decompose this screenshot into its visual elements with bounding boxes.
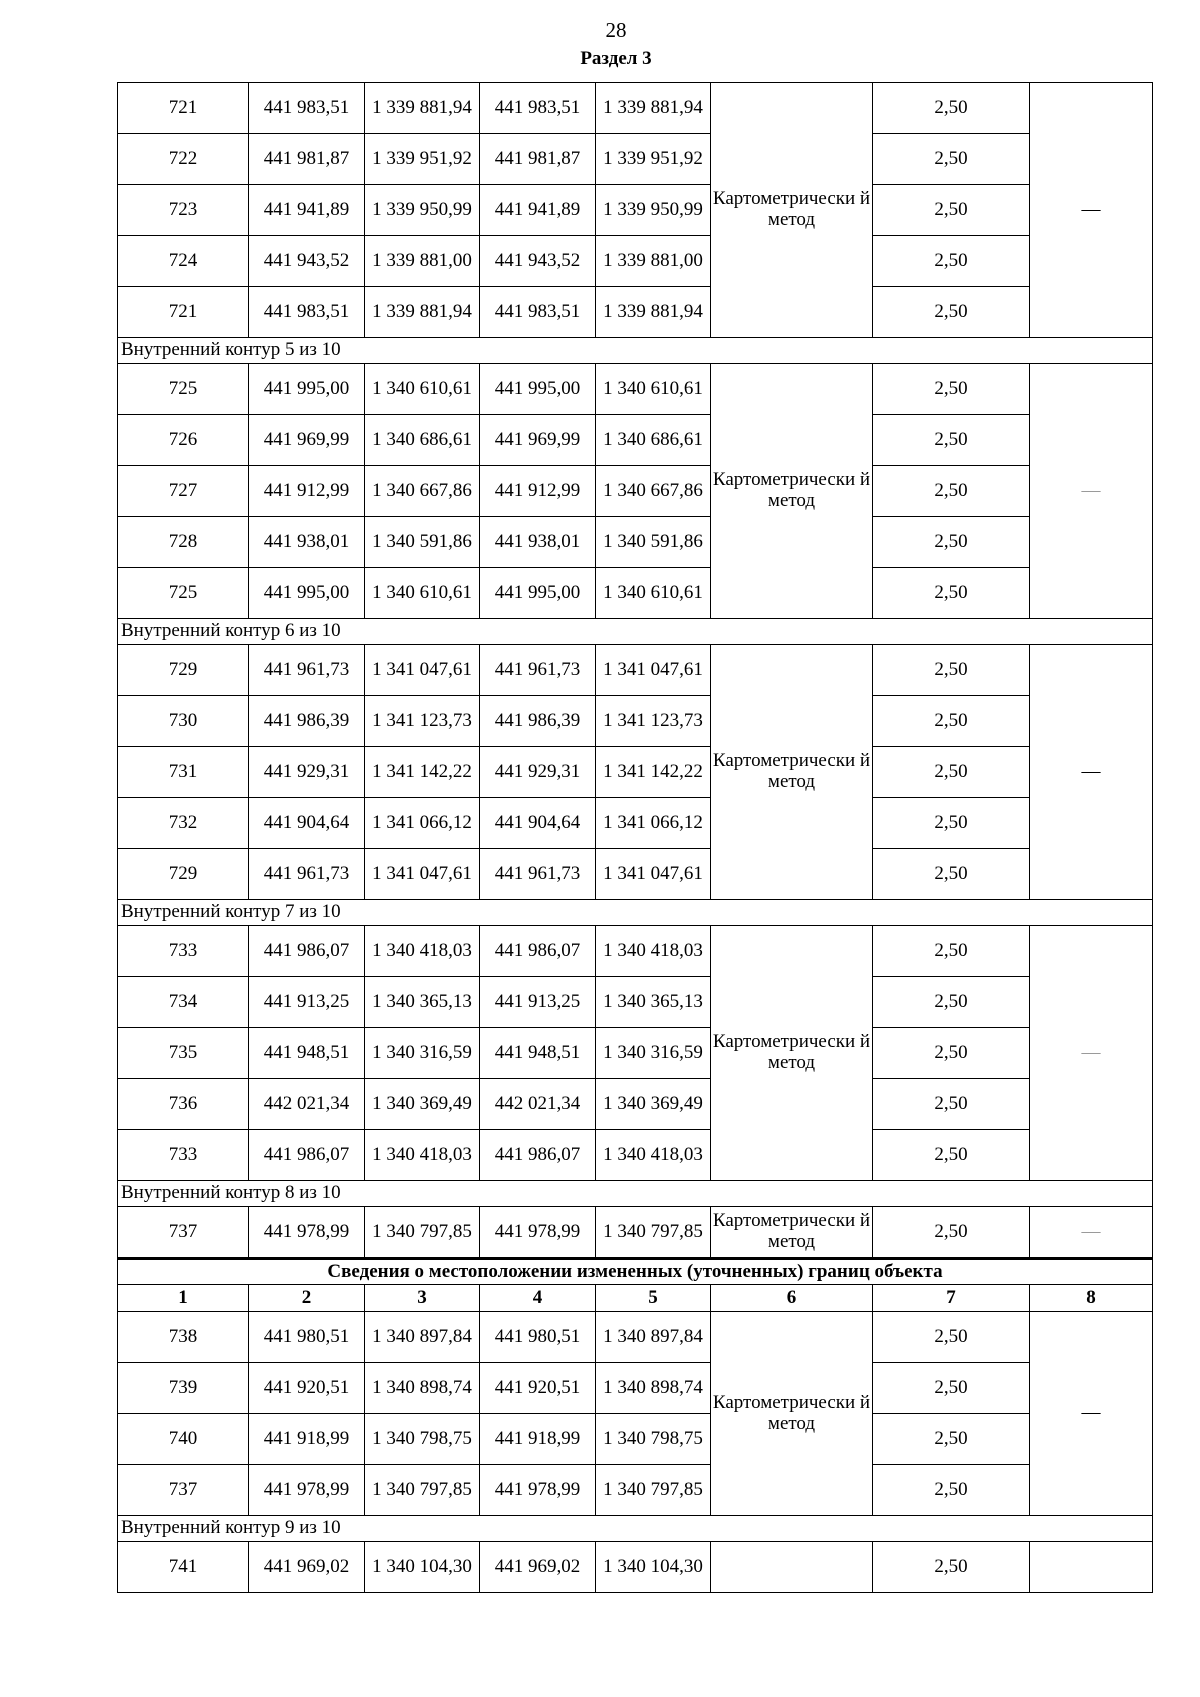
x-coordinate: 441 983,51 (249, 287, 365, 338)
contour-label: Внутренний контур 7 из 10 (118, 900, 1153, 926)
column-number: 6 (711, 1285, 873, 1312)
x-coordinate-new: 441 983,51 (480, 287, 596, 338)
point-number: 725 (118, 364, 249, 415)
x-coordinate-new: 441 948,51 (480, 1028, 596, 1079)
x-coordinate: 441 961,73 (249, 849, 365, 900)
point-row (118, 1465, 1153, 1516)
point-number: 725 (118, 568, 249, 619)
y-coordinate-new: 1 340 798,75 (596, 1414, 711, 1465)
x-coordinate-new: 441 912,99 (480, 466, 596, 517)
accuracy-value: 2,50 (873, 83, 1030, 134)
y-coordinate-new: 1 340 897,84 (596, 1312, 711, 1363)
y-coordinate: 1 340 686,61 (365, 415, 480, 466)
y-coordinate: 1 340 591,86 (365, 517, 480, 568)
point-number: 723 (118, 185, 249, 236)
y-coordinate: 1 339 950,99 (365, 185, 480, 236)
y-coordinate-new: 1 340 797,85 (596, 1465, 711, 1516)
y-coordinate-new: 1 340 686,61 (596, 415, 711, 466)
point-row (118, 236, 1153, 287)
x-coordinate: 441 986,39 (249, 696, 365, 747)
x-coordinate: 441 912,99 (249, 466, 365, 517)
column-number-row (118, 1285, 1153, 1312)
y-coordinate-new: 1 340 898,74 (596, 1363, 711, 1414)
x-coordinate-new: 441 929,31 (480, 747, 596, 798)
accuracy-value: 2,50 (873, 926, 1030, 977)
point-row (118, 1130, 1153, 1181)
point-number: 736 (118, 1079, 249, 1130)
contour-label: Внутренний контур 6 из 10 (118, 619, 1153, 645)
contour-label-row (118, 900, 1153, 926)
y-coordinate: 1 339 881,00 (365, 236, 480, 287)
column-number: 4 (480, 1285, 596, 1312)
x-coordinate-new: 441 969,02 (480, 1542, 596, 1593)
point-number: 721 (118, 287, 249, 338)
accuracy-value: 2,50 (873, 1207, 1030, 1259)
point-row (118, 1312, 1153, 1363)
x-coordinate: 441 943,52 (249, 236, 365, 287)
contour-label: Внутренний контур 9 из 10 (118, 1516, 1153, 1542)
point-number: 733 (118, 926, 249, 977)
y-coordinate-new: 1 340 365,13 (596, 977, 711, 1028)
contour-label-row (118, 1516, 1153, 1542)
y-coordinate: 1 340 365,13 (365, 977, 480, 1028)
y-coordinate-new: 1 339 881,00 (596, 236, 711, 287)
x-coordinate: 441 929,31 (249, 747, 365, 798)
info-title: Сведения о местоположении измененных (уточненных) границ объекта (118, 1259, 1153, 1285)
y-coordinate-new: 1 340 610,61 (596, 364, 711, 415)
note-cell: — (1030, 83, 1153, 338)
accuracy-value: 2,50 (873, 798, 1030, 849)
point-number: 730 (118, 696, 249, 747)
accuracy-value: 2,50 (873, 568, 1030, 619)
point-row (118, 849, 1153, 900)
y-coordinate-new: 1 340 418,03 (596, 926, 711, 977)
x-coordinate-new: 441 995,00 (480, 568, 596, 619)
method-cell: Картометрически й метод (711, 645, 873, 900)
x-coordinate: 441 978,99 (249, 1465, 365, 1516)
point-number: 731 (118, 747, 249, 798)
column-number: 2 (249, 1285, 365, 1312)
y-coordinate-new: 1 340 316,59 (596, 1028, 711, 1079)
accuracy-value: 2,50 (873, 1363, 1030, 1414)
point-row (118, 1207, 1153, 1259)
accuracy-value: 2,50 (873, 364, 1030, 415)
x-coordinate-new: 441 969,99 (480, 415, 596, 466)
point-row (118, 517, 1153, 568)
point-row (118, 1414, 1153, 1465)
x-coordinate: 441 904,64 (249, 798, 365, 849)
method-cell: Картометрически й метод (711, 364, 873, 619)
x-coordinate: 441 938,01 (249, 517, 365, 568)
y-coordinate-new: 1 340 418,03 (596, 1130, 711, 1181)
accuracy-value: 2,50 (873, 645, 1030, 696)
point-row (118, 1079, 1153, 1130)
point-row (118, 134, 1153, 185)
y-coordinate: 1 340 610,61 (365, 364, 480, 415)
x-coordinate-new: 441 986,07 (480, 1130, 596, 1181)
method-cell: Картометрически й метод (711, 1312, 873, 1516)
x-coordinate: 441 948,51 (249, 1028, 365, 1079)
y-coordinate: 1 339 881,94 (365, 83, 480, 134)
point-number: 727 (118, 466, 249, 517)
x-coordinate-new: 442 021,34 (480, 1079, 596, 1130)
y-coordinate-new: 1 340 610,61 (596, 568, 711, 619)
point-number: 722 (118, 134, 249, 185)
accuracy-value: 2,50 (873, 185, 1030, 236)
method-cell (711, 1542, 873, 1593)
y-coordinate-new: 1 339 950,99 (596, 185, 711, 236)
accuracy-value: 2,50 (873, 466, 1030, 517)
note-cell: — (1030, 1312, 1153, 1516)
y-coordinate: 1 340 369,49 (365, 1079, 480, 1130)
x-coordinate: 442 021,34 (249, 1079, 365, 1130)
accuracy-value: 2,50 (873, 1414, 1030, 1465)
accuracy-value: 2,50 (873, 1079, 1030, 1130)
point-row (118, 926, 1153, 977)
x-coordinate-new: 441 961,73 (480, 645, 596, 696)
y-coordinate: 1 340 418,03 (365, 1130, 480, 1181)
accuracy-value: 2,50 (873, 1542, 1030, 1593)
accuracy-value: 2,50 (873, 1312, 1030, 1363)
x-coordinate-new: 441 920,51 (480, 1363, 596, 1414)
x-coordinate: 441 961,73 (249, 645, 365, 696)
point-row (118, 696, 1153, 747)
point-number: 726 (118, 415, 249, 466)
y-coordinate-new: 1 341 123,73 (596, 696, 711, 747)
point-number: 721 (118, 83, 249, 134)
contour-label-row (118, 619, 1153, 645)
x-coordinate: 441 978,99 (249, 1207, 365, 1259)
point-row (118, 83, 1153, 134)
point-number: 729 (118, 849, 249, 900)
section-title: Раздел 3 (580, 48, 652, 69)
accuracy-value: 2,50 (873, 849, 1030, 900)
contour-label: Внутренний контур 5 из 10 (118, 338, 1153, 364)
x-coordinate-new: 441 938,01 (480, 517, 596, 568)
y-coordinate: 1 340 898,74 (365, 1363, 480, 1414)
method-cell: Картометрически й метод (711, 83, 873, 338)
y-coordinate: 1 341 066,12 (365, 798, 480, 849)
point-number: 737 (118, 1207, 249, 1259)
note-cell: — (1030, 364, 1153, 619)
point-row (118, 287, 1153, 338)
x-coordinate-new: 441 918,99 (480, 1414, 596, 1465)
x-coordinate-new: 441 986,07 (480, 926, 596, 977)
point-number: 739 (118, 1363, 249, 1414)
x-coordinate: 441 969,02 (249, 1542, 365, 1593)
contour-label: Внутренний контур 8 из 10 (118, 1181, 1153, 1207)
point-row (118, 1542, 1153, 1593)
accuracy-value: 2,50 (873, 415, 1030, 466)
x-coordinate: 441 918,99 (249, 1414, 365, 1465)
y-coordinate: 1 340 797,85 (365, 1207, 480, 1259)
page-number: 28 (605, 18, 627, 42)
point-number: 738 (118, 1312, 249, 1363)
y-coordinate-new: 1 341 142,22 (596, 747, 711, 798)
point-row (118, 645, 1153, 696)
method-cell: Картометрически й метод (711, 926, 873, 1181)
x-coordinate: 441 913,25 (249, 977, 365, 1028)
method-cell: Картометрически й метод (711, 1207, 873, 1259)
point-row (118, 1363, 1153, 1414)
point-row (118, 415, 1153, 466)
note-cell: — (1030, 926, 1153, 1181)
x-coordinate: 441 980,51 (249, 1312, 365, 1363)
y-coordinate-new: 1 340 667,86 (596, 466, 711, 517)
y-coordinate-new: 1 341 047,61 (596, 645, 711, 696)
point-number: 733 (118, 1130, 249, 1181)
point-number: 724 (118, 236, 249, 287)
point-row (118, 466, 1153, 517)
point-row (118, 568, 1153, 619)
column-number: 7 (873, 1285, 1030, 1312)
accuracy-value: 2,50 (873, 1028, 1030, 1079)
point-number: 732 (118, 798, 249, 849)
y-coordinate: 1 341 123,73 (365, 696, 480, 747)
column-number: 3 (365, 1285, 480, 1312)
x-coordinate: 441 969,99 (249, 415, 365, 466)
x-coordinate-new: 441 995,00 (480, 364, 596, 415)
point-number: 729 (118, 645, 249, 696)
accuracy-value: 2,50 (873, 236, 1030, 287)
note-cell: — (1030, 645, 1153, 900)
point-row (118, 185, 1153, 236)
y-coordinate-new: 1 340 591,86 (596, 517, 711, 568)
accuracy-value: 2,50 (873, 1465, 1030, 1516)
coordinates-table (117, 82, 1153, 1593)
y-coordinate-new: 1 339 951,92 (596, 134, 711, 185)
info-title-row (118, 1259, 1153, 1285)
contour-label-row (118, 338, 1153, 364)
x-coordinate: 441 995,00 (249, 568, 365, 619)
y-coordinate: 1 340 667,86 (365, 466, 480, 517)
y-coordinate-new: 1 340 797,85 (596, 1207, 711, 1259)
x-coordinate: 441 983,51 (249, 83, 365, 134)
x-coordinate-new: 441 943,52 (480, 236, 596, 287)
point-row (118, 747, 1153, 798)
point-row (118, 1028, 1153, 1079)
point-number: 734 (118, 977, 249, 1028)
point-row (118, 977, 1153, 1028)
x-coordinate: 441 981,87 (249, 134, 365, 185)
x-coordinate-new: 441 981,87 (480, 134, 596, 185)
y-coordinate: 1 340 798,75 (365, 1414, 480, 1465)
coordinates-table-body (118, 83, 1153, 1593)
note-cell (1030, 1542, 1153, 1593)
y-coordinate-new: 1 339 881,94 (596, 287, 711, 338)
contour-label-row (118, 1181, 1153, 1207)
y-coordinate: 1 339 881,94 (365, 287, 480, 338)
y-coordinate-new: 1 339 881,94 (596, 83, 711, 134)
x-coordinate-new: 441 978,99 (480, 1207, 596, 1259)
y-coordinate: 1 339 951,92 (365, 134, 480, 185)
y-coordinate: 1 341 047,61 (365, 849, 480, 900)
column-number: 5 (596, 1285, 711, 1312)
y-coordinate-new: 1 341 047,61 (596, 849, 711, 900)
x-coordinate: 441 986,07 (249, 1130, 365, 1181)
x-coordinate-new: 441 983,51 (480, 83, 596, 134)
column-number: 1 (118, 1285, 249, 1312)
accuracy-value: 2,50 (873, 696, 1030, 747)
y-coordinate: 1 341 047,61 (365, 645, 480, 696)
x-coordinate: 441 920,51 (249, 1363, 365, 1414)
point-row (118, 364, 1153, 415)
x-coordinate: 441 986,07 (249, 926, 365, 977)
y-coordinate: 1 341 142,22 (365, 747, 480, 798)
y-coordinate-new: 1 340 369,49 (596, 1079, 711, 1130)
point-number: 740 (118, 1414, 249, 1465)
x-coordinate: 441 941,89 (249, 185, 365, 236)
accuracy-value: 2,50 (873, 747, 1030, 798)
x-coordinate-new: 441 978,99 (480, 1465, 596, 1516)
x-coordinate-new: 441 913,25 (480, 977, 596, 1028)
note-cell: — (1030, 1207, 1153, 1259)
x-coordinate-new: 441 961,73 (480, 849, 596, 900)
x-coordinate-new: 441 941,89 (480, 185, 596, 236)
point-number: 737 (118, 1465, 249, 1516)
accuracy-value: 2,50 (873, 134, 1030, 185)
y-coordinate: 1 340 610,61 (365, 568, 480, 619)
point-row (118, 798, 1153, 849)
column-number: 8 (1030, 1285, 1153, 1312)
y-coordinate-new: 1 341 066,12 (596, 798, 711, 849)
x-coordinate-new: 441 980,51 (480, 1312, 596, 1363)
point-number: 728 (118, 517, 249, 568)
accuracy-value: 2,50 (873, 1130, 1030, 1181)
x-coordinate-new: 441 904,64 (480, 798, 596, 849)
accuracy-value: 2,50 (873, 517, 1030, 568)
point-number: 735 (118, 1028, 249, 1079)
x-coordinate-new: 441 986,39 (480, 696, 596, 747)
point-number: 741 (118, 1542, 249, 1593)
x-coordinate: 441 995,00 (249, 364, 365, 415)
y-coordinate: 1 340 897,84 (365, 1312, 480, 1363)
y-coordinate-new: 1 340 104,30 (596, 1542, 711, 1593)
accuracy-value: 2,50 (873, 287, 1030, 338)
y-coordinate: 1 340 316,59 (365, 1028, 480, 1079)
y-coordinate: 1 340 797,85 (365, 1465, 480, 1516)
y-coordinate: 1 340 104,30 (365, 1542, 480, 1593)
y-coordinate: 1 340 418,03 (365, 926, 480, 977)
accuracy-value: 2,50 (873, 977, 1030, 1028)
